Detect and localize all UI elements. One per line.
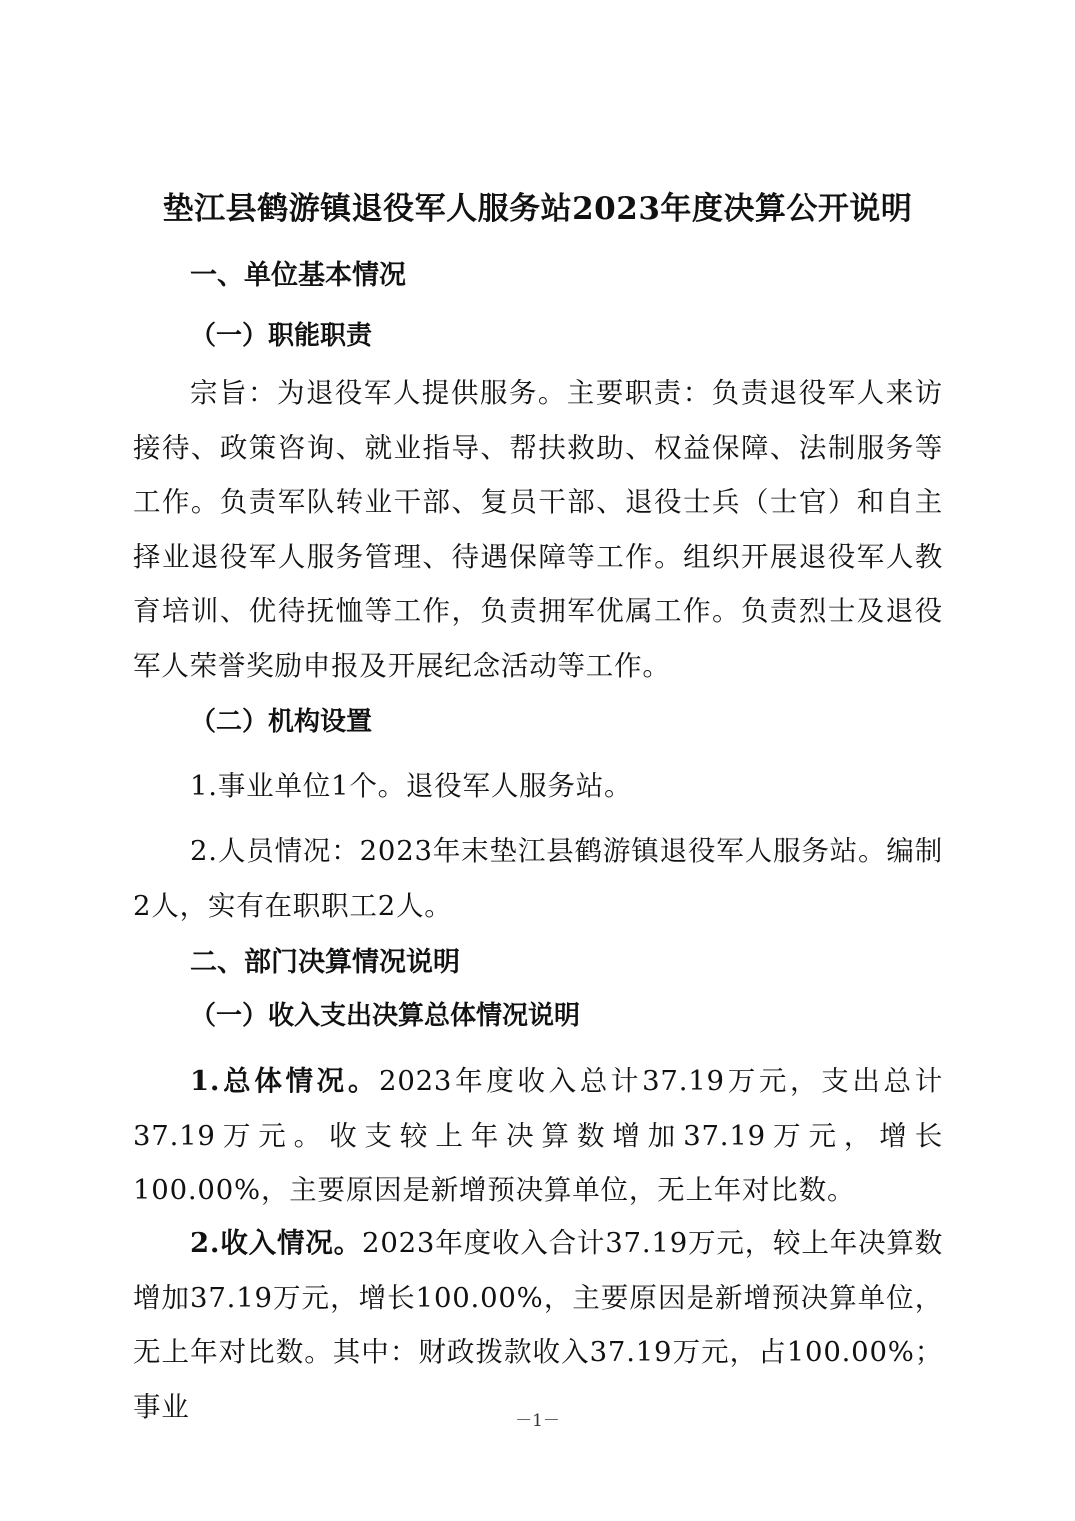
- income-situation-text: 2023年度收入合计37.19万元，较上年决算数增加37.19万元，增长100.00%，主要原因是新增预决算单位，无上年对比数。其中：财政拨款收入37.19万元，占100.00%；事业: [133, 1227, 943, 1423]
- subheading-organization: （二）机构设置: [190, 707, 373, 737]
- income-situation-lead: 2.收入情况。: [190, 1227, 363, 1259]
- subheading-income-expenditure: （一）收入支出决算总体情况说明: [190, 1001, 581, 1031]
- income-situation-paragraph: [133, 1216, 943, 1434]
- functions-paragraph: 宗旨：为退役军人提供服务。主要职责：负责退役军人来访接待、政策咨询、就业指导、帮扶救助、权益保障、法制服务等工作。负责军队转业干部、复员干部、退役士兵（士官）和自主择业退役军人服务管理、待遇保障等工作。组织开展退役军人教育培训、优待抚恤等工作，负责拥军优属工作。负责烈士及退役军人荣誉奖励申报及开展纪念活动等工作。: [133, 377, 943, 682]
- subheading-functions: （一）职能职责: [190, 321, 373, 351]
- section-heading-final-accounts: 二、部门决算情况说明: [190, 947, 460, 978]
- overall-situation-text: 2023年度收入总计37.19万元，支出总计37.19万元。收支较上年决算数增加37.19万元，增长100.00%，主要原因是新增预决算单位，无上年对比数。: [133, 1065, 944, 1206]
- overall-situation-paragraph: [133, 1054, 943, 1218]
- overall-situation-lead: 1.总体情况。: [190, 1065, 380, 1097]
- organization-item-2: 2.人员情况：2023年末垫江县鹤游镇退役军人服务站。编制2人，实有在职职工2人。: [133, 835, 943, 922]
- page-number: －1－: [515, 1411, 560, 1431]
- section-heading-basic-info: 一、单位基本情况: [190, 260, 406, 291]
- document-title: 垫江县鹤游镇退役军人服务站2023年度决算公开说明: [162, 191, 913, 227]
- organization-item-1: 1.事业单位1个。退役军人服务站。: [190, 770, 633, 802]
